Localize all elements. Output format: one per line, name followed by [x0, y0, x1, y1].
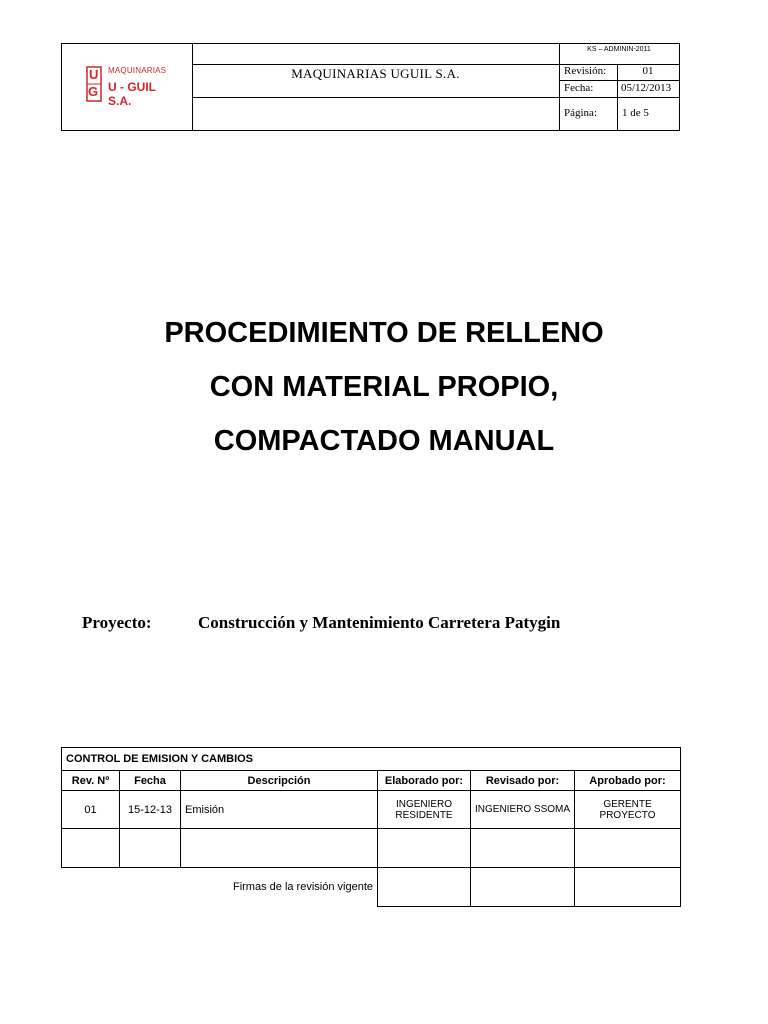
logo-mark [86, 66, 100, 100]
cell-description [181, 829, 378, 868]
date-label: Fecha: [564, 82, 594, 94]
page-label: Página: [564, 107, 597, 119]
logo-text-main: U - GUIL S.A. [108, 80, 156, 108]
signature-approved [575, 868, 681, 907]
revision-value: 01 [642, 65, 654, 77]
cell-prepared-by: INGENIERO RESIDENTE [378, 791, 471, 829]
col-header-description: Descripción [181, 771, 378, 791]
project-name: Construcción y Mantenimiento Carretera Patygin [198, 613, 561, 632]
company-logo [86, 66, 182, 108]
signature-prepared [378, 868, 471, 907]
table-row [62, 829, 681, 868]
revision-label: Revisión: [564, 65, 607, 77]
title-line-3: COMPACTADO MANUAL [213, 425, 555, 457]
header-divider-rev [559, 80, 679, 81]
date-value: 05/12/2013 [621, 82, 672, 94]
cell-reviewed-by [471, 829, 575, 868]
document-code: KS – ADMININ-2011 [587, 46, 651, 53]
cell-rev: 01 [62, 791, 120, 829]
signature-row [62, 868, 681, 907]
cell-approved-by: GERENTE PROYECTO [575, 791, 681, 829]
col-header-rev: Rev. Nº [62, 771, 120, 791]
col-header-date: Fecha [120, 771, 181, 791]
title-line-2: CON MATERIAL PROPIO, [209, 371, 559, 403]
document-header [61, 43, 680, 131]
cell-description: Emisión [181, 791, 378, 829]
company-name: MAQUINARIAS UGUIL S.A. [291, 66, 460, 81]
table-row [62, 791, 681, 829]
cell-rev [62, 829, 120, 868]
table-header-row [62, 771, 681, 791]
col-header-reviewed-by: Revisado por: [471, 771, 575, 791]
title-line-1: PROCEDIMIENTO DE RELLENO [164, 317, 604, 349]
table-caption: CONTROL DE EMISION Y CAMBIOS [62, 748, 681, 771]
page-value: 1 de 5 [622, 107, 649, 119]
logo-text-top: MAQUINARIAS [108, 66, 167, 75]
change-control-table [61, 747, 681, 907]
signature-reviewed [471, 868, 575, 907]
cell-reviewed-by: INGENIERO SSOMA [471, 791, 575, 829]
col-header-approved-by: Aprobado por: [575, 771, 681, 791]
cell-prepared-by [378, 829, 471, 868]
cell-date: 15-12-13 [120, 791, 181, 829]
header-divider-right [559, 44, 560, 130]
col-header-prepared-by: Elaborado por: [378, 771, 471, 791]
document-title [0, 306, 768, 468]
cell-date [120, 829, 181, 868]
cell-approved-by [575, 829, 681, 868]
signature-label: Firmas de la revisión vigente [62, 868, 378, 907]
logo-letter-u: U [89, 67, 99, 82]
header-divider-date [192, 97, 679, 98]
logo-letter-g: G [88, 84, 99, 99]
logo-cell [62, 44, 193, 130]
project-label: Proyecto: [82, 613, 152, 632]
